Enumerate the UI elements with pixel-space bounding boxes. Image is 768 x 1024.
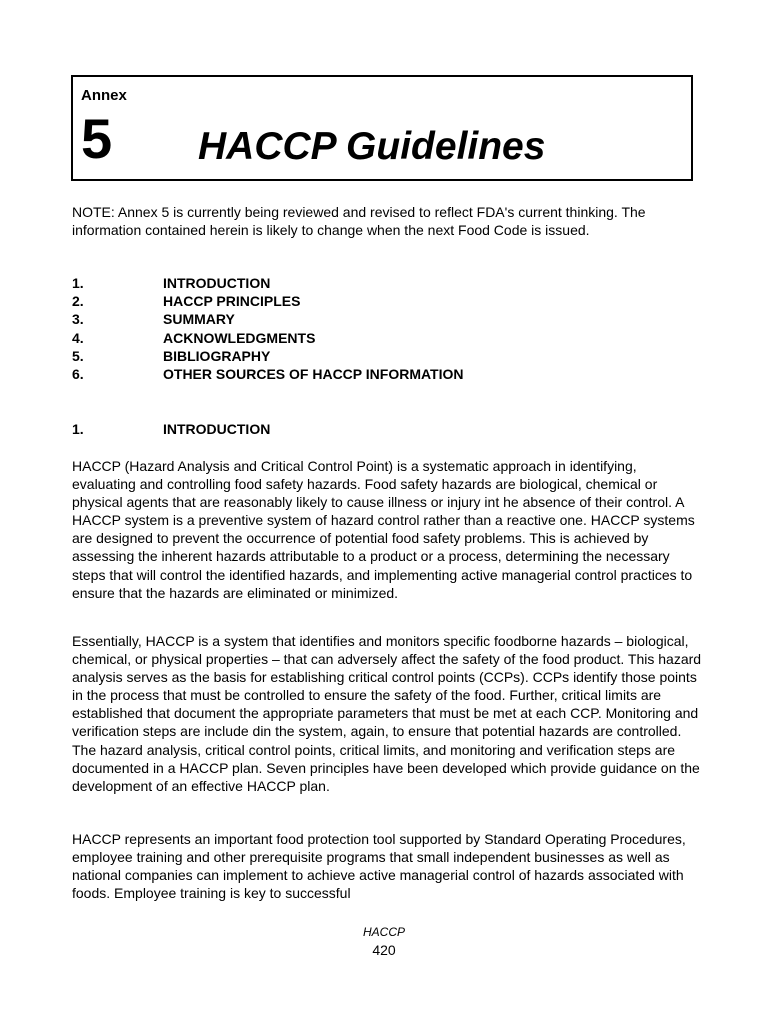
section-heading xyxy=(72,420,712,438)
toc-item-number: 2. xyxy=(72,293,84,310)
body-paragraph: HACCP (Hazard Analysis and Critical Control Point) is a systematic approach in identifying, evaluating and controlling food safety hazards. Food safety hazards are biological, chemical or physical agents that are reasonably likely to cause illness or injury int he absence of their control. A HACCP system is a preventive system of hazard control rather than a reactive one. HACCP systems are designed to prevent the occurrence of potential food safety problems. This is achieved by assessing the inherent hazards attributable to a product or a process, determining the necessary steps that will control the identified hazards, and implementing active managerial control practices to ensure that the hazards are eliminated or minimized. xyxy=(72,458,695,601)
page-title: HACCP Guidelines xyxy=(198,125,546,168)
section-number: 1. xyxy=(72,421,84,437)
body-paragraph: Essentially, HACCP is a system that identifies and monitors specific foodborne hazards – biological, chemical, or physical properties – that can adversely affect the safety of the food product. This hazard analysis serves as the basis for establishing critical control points (CCPs). CCPs identify those points in the process that must be controlled to ensure the safety of the food. Further, critical limits are established that document the appropriate parameters that must be met at each CCP. Monitoring and verification steps are include din the system, again, to ensure that potential hazards are controlled. The hazard analysis, critical control points, critical limits, and monitoring and verification steps are documented in a HACCP plan. Seven principles have been developed which provide guidance on the development of an effective HACCP plan. xyxy=(72,633,702,794)
toc-item-label: HACCP PRINCIPLES xyxy=(163,293,301,310)
toc-item xyxy=(72,292,712,310)
toc-item-label: INTRODUCTION xyxy=(163,275,271,291)
body-paragraph: HACCP represents an important food protection tool supported by Standard Operating Procedures, employee training and other prerequisite programs that small independent businesses as well as national companies can implement to achieve active managerial control of hazards associated with foods. Employee training is key to successful xyxy=(72,831,686,902)
footer-label: HACCP xyxy=(362,925,405,939)
table-of-contents xyxy=(72,274,712,383)
section-title: INTRODUCTION xyxy=(163,421,271,437)
toc-item-label: OTHER SOURCES OF HACCP INFORMATION xyxy=(163,365,464,382)
toc-item xyxy=(72,329,712,347)
toc-item-label: ACKNOWLEDGMENTS xyxy=(163,329,316,346)
toc-item-number: 6. xyxy=(72,365,84,382)
page-number: 420 xyxy=(372,942,396,958)
toc-item-number: 4. xyxy=(72,329,84,346)
revision-note: NOTE: Annex 5 is currently being reviewed and revised to reflect FDA's current thinking. The information contained herein is likely to change when the next Food Code is issued. xyxy=(72,204,646,238)
toc-item-label: BIBLIOGRAPHY xyxy=(163,347,271,364)
toc-item xyxy=(72,274,712,292)
toc-item-label: SUMMARY xyxy=(163,311,235,328)
toc-item-number: 3. xyxy=(72,311,84,328)
toc-item-number: 5. xyxy=(72,347,84,364)
toc-item xyxy=(72,365,712,383)
annex-label: Annex xyxy=(81,87,127,104)
toc-item xyxy=(72,310,712,328)
annex-header-box xyxy=(71,75,693,181)
toc-item xyxy=(72,347,712,365)
annex-number: 5 xyxy=(81,107,113,170)
toc-item-number: 1. xyxy=(72,275,84,291)
